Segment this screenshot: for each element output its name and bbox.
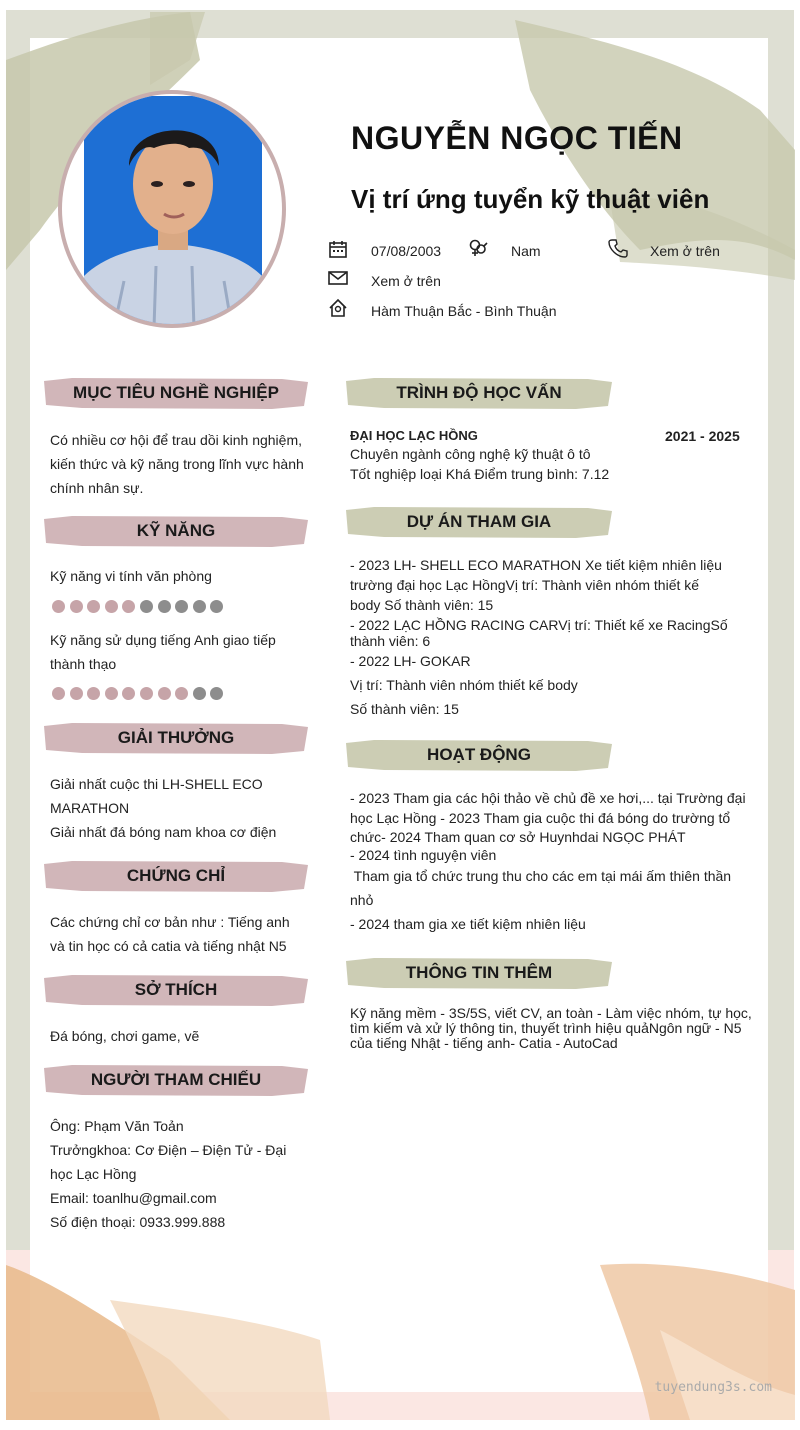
profile-photo <box>84 96 262 328</box>
rating-dot <box>193 600 206 613</box>
text-line: - 2024 tình nguyện viên <box>350 847 497 863</box>
text-line: kiến thức và kỹ năng trong lĩnh vực hành <box>50 456 304 472</box>
text-line: - 2023 Tham gia các hội thảo về chủ đề xe hơi,... tại Trường đại <box>350 790 746 806</box>
text-line: thành thạo <box>50 656 117 672</box>
mail-icon <box>328 268 348 288</box>
rating-dot <box>52 687 65 700</box>
phone: Xem ở trên <box>650 243 720 259</box>
rating-dot <box>122 600 135 613</box>
text-line: Ông: Phạm Văn Toản <box>50 1118 184 1134</box>
phone-icon <box>608 238 628 258</box>
rating-dot <box>52 600 65 613</box>
calendar-icon <box>328 239 348 259</box>
rating-dot <box>193 687 206 700</box>
education-result: Tốt nghiệp loại Khá Điểm trung bình: 7.12 <box>350 466 610 482</box>
rating-dot <box>70 600 83 613</box>
text-line: tìm kiếm và xử lý thông tin, thuyết trình hiệu quảNgôn ngữ - N5 <box>350 1020 742 1036</box>
home-location-icon <box>328 298 348 318</box>
section-title: KỸ NĂNG <box>136 521 216 540</box>
rating-dot <box>158 600 171 613</box>
rating-dot <box>210 687 223 700</box>
rating-dot <box>175 687 188 700</box>
section-heading-awards <box>42 721 310 755</box>
rating-dot <box>158 687 171 700</box>
watermark: tuyendung3s.com <box>654 1380 772 1395</box>
objective-text <box>50 428 320 500</box>
certificates-text <box>50 910 320 958</box>
skill-rating <box>52 687 232 701</box>
text-line: của tiếng Nhật - tiếng anh- Catia - AutoCad <box>350 1035 618 1051</box>
section-title: THÔNG TIN THÊM <box>405 963 553 982</box>
awards-text <box>50 772 320 844</box>
rating-dot <box>122 687 135 700</box>
rating-dot <box>105 687 118 700</box>
text-line: trường đại học Lạc HồngVị trí: Thành viên nhóm thiết kế <box>350 577 700 593</box>
text-line: Tham gia tổ chức trung thu cho các em tại mái ấm thiên thần <box>350 868 732 884</box>
text-line: chính nhân sự. <box>50 480 144 496</box>
text-line: Kỹ năng sử dụng tiếng Anh giao tiếp <box>50 632 276 648</box>
section-heading-hobbies <box>42 973 310 1007</box>
rating-dot <box>70 687 83 700</box>
section-heading-objective <box>42 376 310 410</box>
gender: Nam <box>511 243 541 259</box>
text-line: - 2023 LH- SHELL ECO MARATHON Xe tiết kiệm nhiên liệu <box>350 557 722 573</box>
section-title: CHỨNG CHỈ <box>126 866 226 885</box>
gender-icon <box>468 238 488 258</box>
hobbies-text: Đá bóng, chơi game, vẽ <box>50 1028 200 1044</box>
candidate-name: NGUYỄN NGỌC TIẾN <box>351 120 683 156</box>
skill-name <box>50 628 320 676</box>
text-line: - 2022 LH- GOKAR <box>350 653 471 669</box>
text-line: Các chứng chỉ cơ bản như : Tiếng anh <box>50 914 290 930</box>
section-heading-projects <box>344 505 614 539</box>
section-heading-certificates <box>42 859 310 893</box>
projects-text <box>350 555 750 721</box>
rating-dot <box>87 600 100 613</box>
birthdate: 07/08/2003 <box>371 243 442 259</box>
address: Hàm Thuận Bắc - Bình Thuận <box>371 303 557 319</box>
section-title: GIẢI THƯỞNG <box>117 728 235 747</box>
text-line: Số điện thoại: 0933.999.888 <box>50 1214 226 1230</box>
rating-dot <box>140 600 153 613</box>
section-title: SỞ THÍCH <box>134 980 218 999</box>
text-line: Trưởngkhoa: Cơ Điện – Điện Tử - Đại <box>50 1142 287 1158</box>
text-line: - 2024 tham gia xe tiết kiệm nhiên liệu <box>350 916 586 932</box>
section-heading-reference <box>42 1063 310 1097</box>
text-line: Vị trí: Thành viên nhóm thiết kế body <box>350 677 578 693</box>
section-title: HOẠT ĐỘNG <box>427 745 531 764</box>
text-line: Kỹ năng mềm - 3S/5S, viết CV, an toàn - Làm việc nhóm, tự học, <box>350 1005 752 1021</box>
section-heading-activities <box>344 738 614 772</box>
activities-text <box>350 788 760 936</box>
text-line: chức- 2024 Tham quan cơ sở Huynhdai NGỌC PHÁT <box>350 829 686 845</box>
skill-rating <box>52 600 232 614</box>
text-line: body Số thành viên: 15 <box>350 597 494 613</box>
rating-dot <box>87 687 100 700</box>
section-title: MỤC TIÊU NGHỀ NGHIỆP <box>73 383 279 402</box>
rating-dot <box>140 687 153 700</box>
text-line: Giải nhất cuộc thi LH-SHELL ECO <box>50 776 263 792</box>
extra-info-text <box>350 1006 760 1051</box>
reference-text <box>50 1114 320 1234</box>
rating-dot <box>175 600 188 613</box>
text-line: nhỏ <box>350 892 374 908</box>
section-heading-extra <box>344 956 614 990</box>
rating-dot <box>105 600 118 613</box>
text-line: và tin học có cả catia và tiếng nhật N5 <box>50 938 287 954</box>
skill-name: Kỹ năng vi tính văn phòng <box>50 568 212 584</box>
text-line: - 2022 LẠC HỒNG RACING CARVị trí: Thiết kế xe RacingSố <box>350 617 728 633</box>
text-line: Giải nhất đá bóng nam khoa cơ điện <box>50 824 277 840</box>
email: Xem ở trên <box>371 273 441 289</box>
text-line: MARATHON <box>50 800 130 816</box>
text-line: Số thành viên: 15 <box>350 701 459 717</box>
section-title: DỰ ÁN THAM GIA <box>406 512 552 531</box>
text-line: học Lạc Hồng <box>50 1166 137 1182</box>
text-line: Email: toanlhu@gmail.com <box>50 1190 217 1206</box>
text-line: Có nhiều cơ hội để trau dồi kinh nghiệm, <box>50 432 302 448</box>
profile-photo-frame <box>58 90 286 328</box>
education-years: 2021 - 2025 <box>665 428 740 444</box>
rating-dot <box>210 600 223 613</box>
school-name: ĐẠI HỌC LẠC HỒNG <box>350 428 478 443</box>
job-position: Vị trí ứng tuyển kỹ thuật viên <box>351 184 710 214</box>
education-major: Chuyên ngành công nghệ kỹ thuật ô tô <box>350 446 591 462</box>
text-line: thành viên: 6 <box>350 633 431 649</box>
section-title: NGƯỜI THAM CHIẾU <box>90 1070 262 1089</box>
text-line: học Lạc Hồng - 2023 Tham gia cuộc thi đá bóng do trường tổ <box>350 810 731 826</box>
section-title: TRÌNH ĐỘ HỌC VẤN <box>396 383 562 402</box>
section-heading-skills <box>42 514 310 548</box>
section-heading-education <box>344 376 614 410</box>
